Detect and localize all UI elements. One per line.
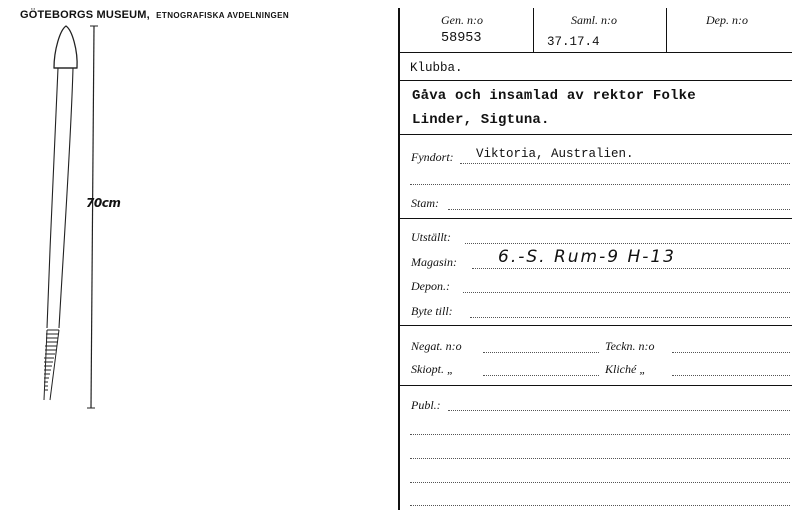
utstallt-label: Utställt: xyxy=(411,230,452,244)
dimension-label: 70cm xyxy=(86,196,121,210)
dep-no-label: Dep. n:o xyxy=(706,13,748,27)
stam-label: Stam: xyxy=(411,196,439,210)
publ-dotted-line-5 xyxy=(410,505,790,506)
skiopt-label: Skiopt. „ xyxy=(411,362,454,376)
description-rule xyxy=(400,134,792,135)
stam-dotted-line xyxy=(448,209,790,210)
teckn-label: Teckn. n:o xyxy=(605,339,655,353)
fyndort-dotted-line-2 xyxy=(410,184,790,185)
kliche-dotted-line xyxy=(672,375,790,376)
byte-dotted-line xyxy=(470,317,790,318)
object-name: Klubba. xyxy=(410,61,463,75)
stam-rule xyxy=(400,218,792,219)
fyndort-value: Viktoria, Australien. xyxy=(476,147,634,161)
depon-label: Depon.: xyxy=(411,279,450,293)
negat-label: Negat. n:o xyxy=(411,339,462,353)
header-divider-2 xyxy=(666,8,667,52)
utstallt-dotted-line xyxy=(465,243,790,244)
gen-no-label: Gen. n:o xyxy=(441,13,483,27)
depon-dotted-line xyxy=(463,292,790,293)
skiopt-rule xyxy=(400,385,792,386)
museum-name: GÖTEBORGS MUSEUM, xyxy=(20,9,150,21)
skiopt-dotted-line xyxy=(483,375,599,376)
description-line-1: Gåva och insamlad av rektor Folke xyxy=(412,88,696,104)
teckn-dotted-line xyxy=(672,352,790,353)
header-bottom-rule xyxy=(398,52,792,53)
byte-label: Byte till: xyxy=(411,304,453,318)
description-line-2: Linder, Sigtuna. xyxy=(412,112,550,128)
publ-dotted-line-1 xyxy=(448,410,790,411)
saml-no-label: Saml. n:o xyxy=(571,13,617,27)
publ-label: Publ.: xyxy=(411,398,441,412)
negat-dotted-line xyxy=(483,352,599,353)
publ-dotted-line-3 xyxy=(410,458,790,459)
publ-dotted-line-4 xyxy=(410,482,790,483)
header-divider-1 xyxy=(533,8,534,52)
gen-no-value: 58953 xyxy=(441,31,482,46)
kliche-label: Kliché „ xyxy=(605,362,646,376)
fyndort-label: Fyndort: xyxy=(411,150,454,164)
fyndort-dotted-line xyxy=(460,163,790,164)
magasin-label: Magasin: xyxy=(411,255,457,269)
object-rule xyxy=(400,80,792,81)
byte-rule xyxy=(400,325,792,326)
magasin-value: 6.-S. Rum-9 H-13 xyxy=(498,247,677,267)
publ-dotted-line-2 xyxy=(410,434,790,435)
saml-no-value: 37.17.4 xyxy=(547,35,600,49)
object-drawing xyxy=(28,20,128,420)
card-left-border xyxy=(398,8,400,510)
magasin-dotted-line xyxy=(472,268,790,269)
department-name: ETNOGRAFISKA AVDELNINGEN xyxy=(156,11,290,20)
